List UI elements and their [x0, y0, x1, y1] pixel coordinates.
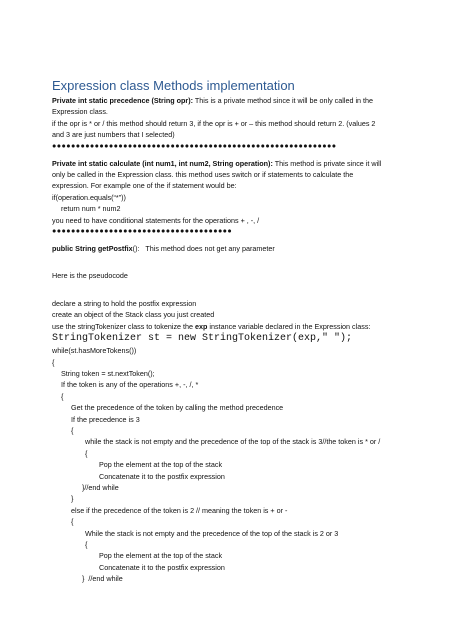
document-content — [52, 78, 444, 585]
precedence-heading: Private int static precedence (String opr): — [52, 96, 193, 105]
getpostfix-heading: public String getPostfix — [52, 244, 133, 254]
pseudo-line-13: { — [85, 448, 88, 458]
pseudo-line-4: while(st.hasMoreTokens()) — [52, 346, 137, 356]
precedence-line-2: Expression class. — [52, 107, 108, 117]
pseudo-line-9: Get the precedence of the token by calling the method precedence — [71, 403, 284, 413]
document-title: Expression class Methods implementation — [52, 78, 295, 93]
getpostfix-line — [52, 243, 444, 254]
separator-dots-2: ●●●●●●●●●●●●●●●●●●●●●●●●●●●●●●●●●●●●●● — [52, 226, 233, 236]
getpostfix-sig: (): — [132, 244, 140, 254]
pseudo-line-3-exp: exp — [195, 321, 208, 331]
pseudo-line-24: } //end while — [82, 574, 123, 584]
getpostfix-desc: This method does not get any parameter — [139, 244, 275, 254]
pseudo-line-19: { — [71, 517, 74, 527]
pseudo-line-1: declare a string to hold the postfix expression — [52, 298, 197, 308]
pseudo-line-20: While the stack is not empty and the precedence of the top of the stack is 2 or 3 — [85, 528, 339, 538]
pseudo-line-17: } — [71, 494, 74, 504]
pseudo-line-2: create an object of the Stack class you just created — [52, 310, 215, 320]
calculate-line-2: only be called in the Expression class. this method uses switch or if statements to calculate the — [52, 170, 354, 180]
pseudo-line-3-a: use the stringTokenizer class to tokenize the — [52, 321, 196, 331]
pseudocode-intro: Here is the pseudocode — [52, 271, 128, 281]
precedence-line-1 — [52, 95, 444, 106]
pseudo-line-15: Concatenate it to the postfix expression — [99, 471, 225, 481]
pseudo-line-3-c: instance variable declared in the Expression class: — [207, 321, 371, 331]
pseudo-line-10: If the precedence is 3 — [71, 414, 140, 424]
pseudo-line-7: If the token is any of the operations +, -, /, * — [61, 380, 199, 390]
pseudo-line-18: else if the precedence of the token is 2 // meaning the token is + or - — [71, 505, 288, 515]
calculate-line-4: if(operation.equals(“*”)) — [52, 192, 126, 202]
pseudo-line-8: { — [61, 391, 64, 401]
calculate-line-3: expression. For example one of the if statement would be: — [52, 181, 237, 191]
pseudo-line-11: { — [71, 425, 74, 435]
precedence-line-3: if the opr is * or / this method should return 3, if the opr is + or – this method should return 2. (values 2 — [52, 118, 376, 128]
pseudo-line-14: Pop the element at the top of the stack — [99, 460, 223, 470]
separator-dots-1: ●●●●●●●●●●●●●●●●●●●●●●●●●●●●●●●●●●●●●●●●●●●●●●●●●●●●●●●●●●●● — [52, 140, 337, 150]
calculate-line-1 — [52, 158, 444, 169]
calculate-heading: Private int static calculate (int num1, int num2, String operation): — [52, 158, 273, 168]
pseudo-line-3 — [52, 321, 444, 332]
tokenizer-code: StringTokenizer st = new StringTokenizer(exp," "); — [52, 333, 353, 345]
pseudo-line-6: String token = st.nextToken(); — [61, 368, 155, 378]
pseudo-line-5: { — [52, 357, 55, 367]
pseudo-line-21: { — [85, 540, 88, 549]
calculate-desc: This method is private since it will — [272, 158, 382, 168]
calculate-line-6: you need to have conditional statements for the operations + , -, / — [52, 215, 260, 225]
pseudo-line-12: while the stack is not empty and the precedence of the top of the stack is 3//the token is * or / — [85, 437, 381, 447]
calculate-line-5: return num * num2 — [61, 204, 121, 214]
pseudo-line-16: }//end while — [82, 482, 119, 492]
precedence-line-4: and 3 are just numbers that I selected) — [52, 130, 175, 140]
precedence-desc: This is a private method since it will be only called in the — [193, 96, 374, 105]
pseudo-line-23: Concatenate it to the postfix expression — [99, 562, 225, 572]
pseudo-line-22: Pop the element at the top of the stack — [99, 551, 223, 561]
